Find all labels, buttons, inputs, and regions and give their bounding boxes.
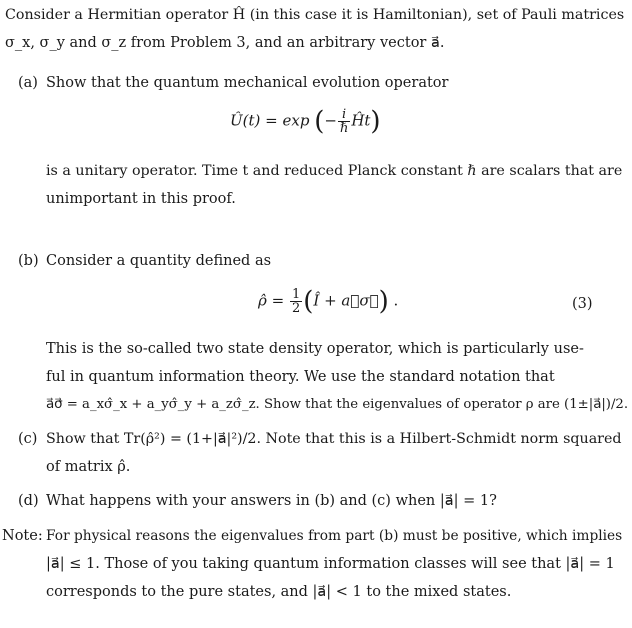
part-a-label: (a)	[18, 75, 38, 91]
part-b-equation	[258, 288, 398, 315]
part-c-line-1: Show that Tr(ρ̂²) = (1+|a⃗|²)/2. Note that this is a Hilbert-Schmidt norm squared	[46, 431, 622, 447]
note-line-1: For physical reasons the eigenvalues from part (b) must be positive, which implies	[46, 528, 623, 544]
note-line-2: |a⃗| ≤ 1. Those of you taking quantum information classes will see that |a⃗| = 1	[46, 556, 615, 572]
part-a-eq-minus: −	[324, 111, 337, 130]
frac-numerator: i	[338, 108, 350, 122]
part-c-label: (c)	[18, 431, 38, 447]
part-a-line-3: unimportant in this proof.	[46, 191, 236, 207]
part-b-label: (b)	[18, 253, 39, 269]
part-b-line-1: Consider a quantity defined as	[46, 253, 272, 269]
open-paren: (	[314, 106, 325, 137]
open-paren: (	[303, 286, 314, 317]
part-a-eq-tail: Ĥt	[351, 111, 371, 130]
note-label: Note:	[2, 528, 43, 544]
intro-line-2: σ_x, σ_y and σ_z from Problem 3, and an arbitrary vector a⃗.	[5, 35, 445, 51]
part-c-line-2: of matrix ρ̂.	[46, 459, 131, 475]
part-b-line-3: ful in quantum information theory. We use the standard notation that	[46, 369, 555, 385]
part-d-line-1: What happens with your answers in (b) and (c) when |a⃗| = 1?	[46, 493, 497, 509]
part-b-eq-lhs: ρ̂ =	[258, 291, 285, 310]
intro-line-1: Consider a Hermitian operator Ĥ (in this case it is Hamiltonian), set of Pauli matrices	[5, 7, 625, 23]
part-a-eq-fraction	[338, 108, 350, 135]
part-b-eq-body: Î + a⃗σ⃗	[313, 291, 379, 310]
part-d-label: (d)	[18, 493, 39, 509]
part-b-eq-end: .	[393, 291, 399, 310]
equation-number: (3)	[572, 296, 593, 312]
close-paren: )	[378, 286, 389, 317]
note-line-3: corresponds to the pure states, and |a⃗| < 1 to the mixed states.	[46, 584, 512, 600]
frac-denominator: ℏ	[339, 121, 349, 136]
part-a-eq-lhs: Û(t) = exp	[230, 111, 310, 130]
part-a-equation	[230, 108, 381, 135]
frac-denominator: 2	[291, 301, 301, 316]
part-a-line-1: Show that the quantum mechanical evolution operator	[46, 75, 449, 91]
frac-numerator: 1	[291, 287, 301, 302]
part-b-line-2: This is the so-called two state density operator, which is particularly use-	[46, 341, 584, 357]
part-a-line-2: is a unitary operator. Time t and reduced Planck constant ℏ are scalars that are	[46, 163, 623, 179]
part-b-line-4: a⃗σ⃗ = a_xσ̂_x + a_yσ̂_y + a_zσ̂_z. Show that the eigenvalues of operator ρ are (1±|a⃗|)/2.	[46, 397, 629, 412]
part-b-eq-fraction	[290, 288, 302, 315]
close-paren: )	[370, 106, 381, 137]
